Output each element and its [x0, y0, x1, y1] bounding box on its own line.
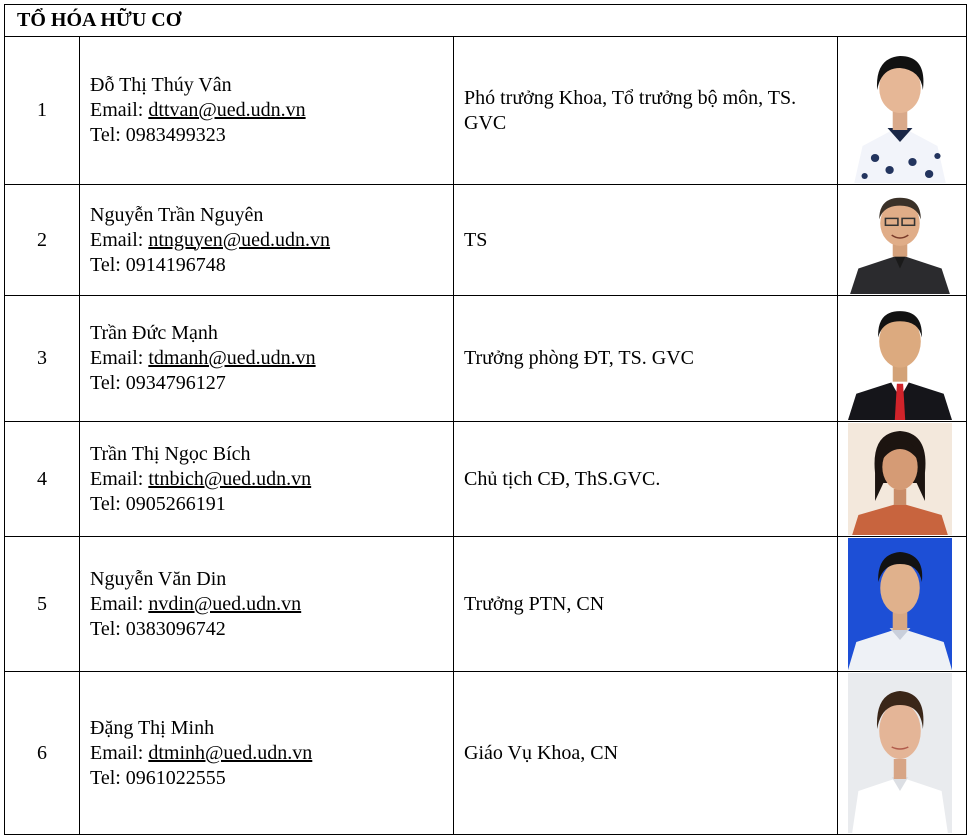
row-number-cell: [5, 37, 80, 185]
contact-cell: [80, 672, 454, 835]
portrait-photo: [848, 38, 952, 183]
row-number: 6: [37, 741, 47, 764]
photo-cell: [838, 537, 967, 672]
staff-table: [4, 4, 967, 835]
contact-cell: [80, 185, 454, 296]
row-number-cell: [5, 185, 80, 296]
role-cell: [454, 537, 838, 672]
portrait-photo: [848, 186, 952, 294]
portrait-photo: [848, 423, 952, 535]
portrait-icon: [848, 673, 952, 833]
email-link[interactable]: ttnbich@ued.udn.vn: [148, 467, 312, 490]
phone-number: Tel: 0983499323: [90, 124, 226, 146]
contact-cell: [80, 537, 454, 672]
staff-role: Phó trưởng Khoa, Tổ trưởng bộ môn, TS. GVC: [464, 86, 797, 134]
email-label: Email:: [90, 592, 149, 615]
row-number: 4: [37, 467, 47, 490]
portrait-icon: [848, 538, 952, 670]
photo-cell: [838, 672, 967, 835]
email-link[interactable]: dtminh@ued.udn.vn: [148, 741, 313, 764]
email-line: [90, 228, 453, 253]
email-line: [90, 467, 453, 492]
phone-number: Tel: 0905266191: [90, 492, 226, 515]
staff-name: Đặng Thị Minh: [90, 716, 215, 739]
portrait-photo: [848, 673, 952, 833]
staff-name: Nguyễn Văn Din: [90, 567, 227, 590]
portrait-icon: [848, 186, 952, 294]
staff-role: Giáo Vụ Khoa, CN: [464, 741, 619, 764]
portrait-photo: [848, 538, 952, 670]
row-number: 3: [37, 347, 47, 369]
staff-role: Trưởng PTN, CN: [464, 592, 605, 615]
contact-cell: [80, 296, 454, 422]
staff-role: TS: [464, 228, 488, 251]
email-line: [90, 741, 453, 766]
phone-number: Tel: 0383096742: [90, 617, 226, 640]
email-line: [90, 98, 453, 123]
staff-role: Chủ tịch CĐ, ThS.GVC.: [464, 467, 661, 490]
photo-cell: [838, 296, 967, 422]
section-title: TỔ HÓA HỮU CƠ: [5, 5, 967, 37]
email-label: Email:: [90, 741, 149, 764]
email-label: Email:: [90, 228, 149, 251]
photo-cell: [838, 422, 967, 537]
phone-number: Tel: 0914196748: [90, 253, 226, 276]
photo-cell: [838, 37, 967, 185]
role-cell: [454, 296, 838, 422]
staff-name: Trần Đức Mạnh: [90, 322, 218, 344]
email-label: Email:: [90, 467, 149, 490]
email-line: [90, 592, 453, 617]
email-label: Email:: [90, 99, 149, 121]
email-link[interactable]: tdmanh@ued.udn.vn: [148, 347, 316, 369]
portrait-icon: [848, 38, 952, 183]
row-number: 2: [37, 228, 47, 251]
role-cell: [454, 37, 838, 185]
portrait-icon: [848, 423, 952, 535]
email-link[interactable]: nvdin@ued.udn.vn: [148, 592, 302, 615]
row-number-cell: [5, 672, 80, 835]
email-link[interactable]: dttvan@ued.udn.vn: [148, 99, 306, 121]
row-number: 1: [37, 99, 47, 121]
row-number-cell: [5, 537, 80, 672]
portrait-icon: [848, 297, 952, 420]
portrait-photo: [848, 297, 952, 420]
row-number-cell: [5, 422, 80, 537]
contact-cell: [80, 422, 454, 537]
role-cell: [454, 422, 838, 537]
role-cell: [454, 185, 838, 296]
staff-role: Trưởng phòng ĐT, TS. GVC: [464, 347, 694, 369]
staff-name: Nguyễn Trần Nguyên: [90, 203, 264, 226]
email-link[interactable]: ntnguyen@ued.udn.vn: [148, 228, 331, 251]
row-number-cell: [5, 296, 80, 422]
phone-number: Tel: 0934796127: [90, 372, 226, 394]
email-line: [90, 346, 453, 371]
phone-number: Tel: 0961022555: [90, 766, 226, 789]
email-label: Email:: [90, 347, 149, 369]
contact-cell: [80, 37, 454, 185]
staff-name: Trần Thị Ngọc Bích: [90, 442, 251, 465]
role-cell: [454, 672, 838, 835]
photo-cell: [838, 185, 967, 296]
row-number: 5: [37, 592, 47, 615]
staff-name: Đỗ Thị Thúy Vân: [90, 74, 232, 96]
